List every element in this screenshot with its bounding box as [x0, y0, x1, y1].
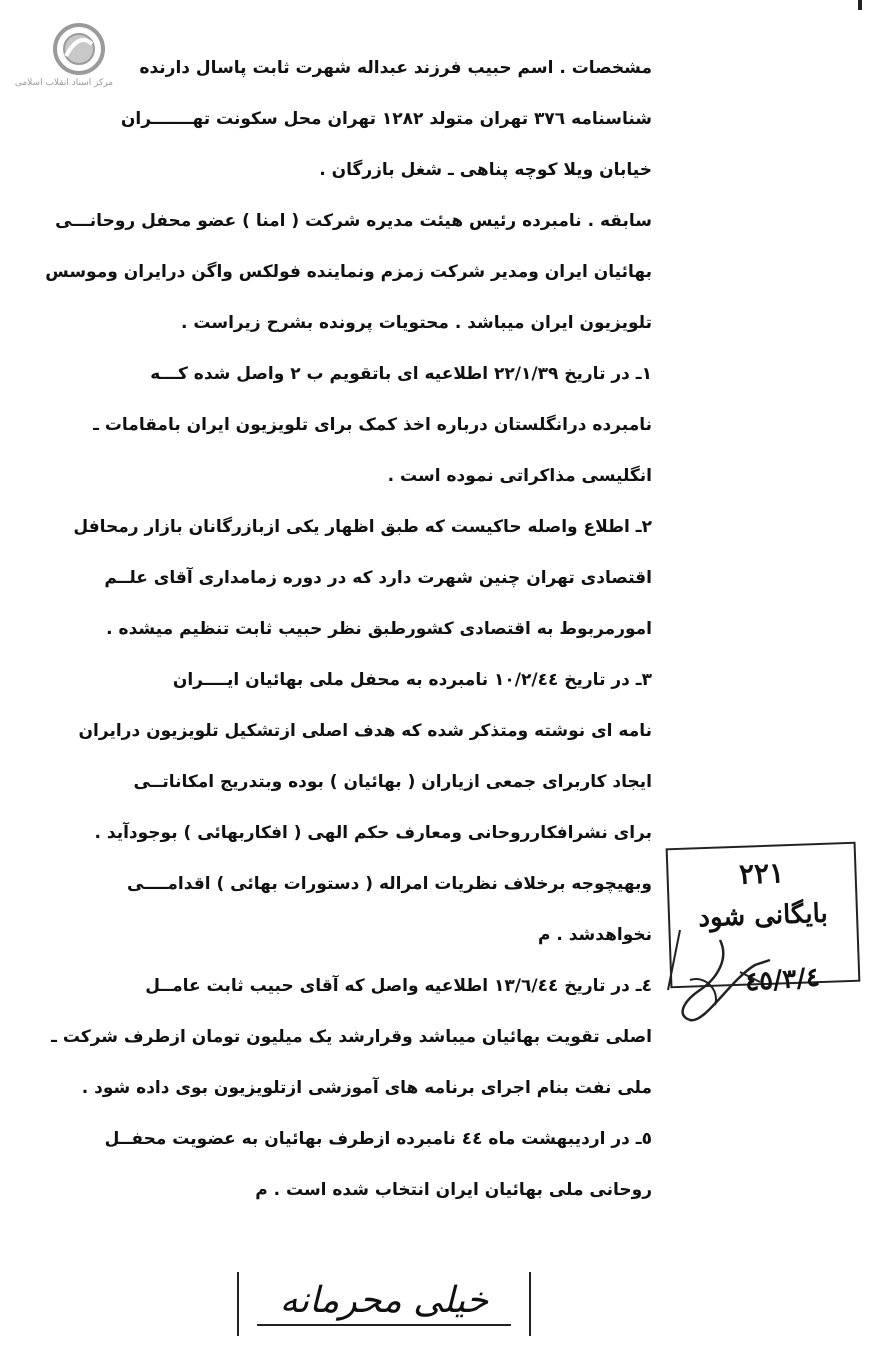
- stamp-number: ٢٢١: [738, 856, 785, 891]
- text-line: بهائیان ایران ومدیر شرکت زمزم ونماینده فولکس واگن درایران وموسس: [45, 262, 652, 282]
- margin-mark: [858, 0, 862, 10]
- text-line: خیابان ویلا کوچه پناهی ـ شغل بازرگان .: [319, 160, 652, 180]
- text-line: ایجاد کاربرای جمعی ازیاران ( بهائیان ) بوده وبتدریج امکاناتــی: [133, 772, 652, 792]
- text-line: نخواهدشد . م: [537, 925, 652, 945]
- text-line: اقتصادی تهران چنین شهرت دارد که در دوره زمامداری آقای علــم: [104, 568, 652, 588]
- text-line: ٣ـ در تاریخ ١٠/٢/٤٤ نامبرده به محفل ملی بهائیان ایــــران: [172, 670, 652, 690]
- text-line: روحانی ملی بهائیان ایران انتخاب شده است . م: [255, 1180, 652, 1200]
- text-line: ملی نفت بنام اجرای برنامه های آموزشی ازتلویزیون بوی داده شود .: [81, 1078, 652, 1098]
- text-line: ٤ـ در تاریخ ١٣/٦/٤٤ اطلاعیه واصل که آقای حبیب ثابت عامــل: [145, 976, 652, 996]
- watermark-text: مرکز اسناد انقلاب اسلامی: [14, 78, 114, 88]
- classification-underline: [257, 1324, 511, 1326]
- text-line: مشخصات . اسم حبیب فرزند عبداله شهرت ثابت پاسال دارنده: [139, 58, 652, 78]
- text-line: سابقه . نامبرده رئیس هیئت مدیره شرکت ( امنا ) عضو محفل روحانـــی: [55, 211, 652, 231]
- text-line: وبهیچوجه برخلاف نظریات امراله ( دستورات بهائی ) اقدامــــی: [126, 874, 652, 894]
- stamp-label: بایگانی شود: [697, 898, 829, 934]
- text-line: امورمربوط به اقتصادی کشورطبق نظر حبیب ثابت تنظیم میشده .: [106, 619, 652, 639]
- text-line: نامبرده درانگلستان درباره اخذ کمک برای تلویزیون ایران بامقامات ـ: [93, 415, 652, 435]
- text-line: شناسنامه ٣٧٦ تهران متولد ١٢٨٢ تهران محل سکونت تهـــــــران: [120, 109, 652, 129]
- classification-label: خیلی محرمانه: [279, 1280, 489, 1321]
- text-line: نامه ای نوشته ومتذکر شده که هدف اصلی ازتشکیل تلویزیون درایران: [78, 721, 652, 741]
- classification-stamp: [237, 1272, 531, 1336]
- text-line: اصلی تقویت بهائیان میباشد وقرارشد یک میلیون تومان ازطرف شرکت ـ: [51, 1027, 652, 1047]
- text-line: ٢ـ اطلاع واصله حاکیست که طبق اظهار یکی ازبازرگانان بازار رمحافل: [73, 517, 652, 537]
- text-line: ٥ـ در اردیبهشت ماه ٤٤ نامبرده ازطرف بهائیان به عضویت محفــل: [104, 1129, 652, 1149]
- stamp-date: ٤٥/٣/٤: [744, 962, 821, 998]
- text-line: انگلیسی مذاکراتی نموده است .: [387, 466, 652, 486]
- text-line: تلویزیون ایران میباشد . محتویات پرونده بشرح زیراست .: [181, 313, 652, 333]
- text-line: برای نشرافکارروحانی ومعارف حکم الهی ( افکاربهائی ) بوجودآید .: [94, 823, 652, 843]
- report-body: [42, 52, 652, 1225]
- text-line: ١ـ در تاریخ ٢٢/١/٣٩ اطلاعیه ای باتقویم ب ٢ واصل شده کـــه: [150, 364, 652, 384]
